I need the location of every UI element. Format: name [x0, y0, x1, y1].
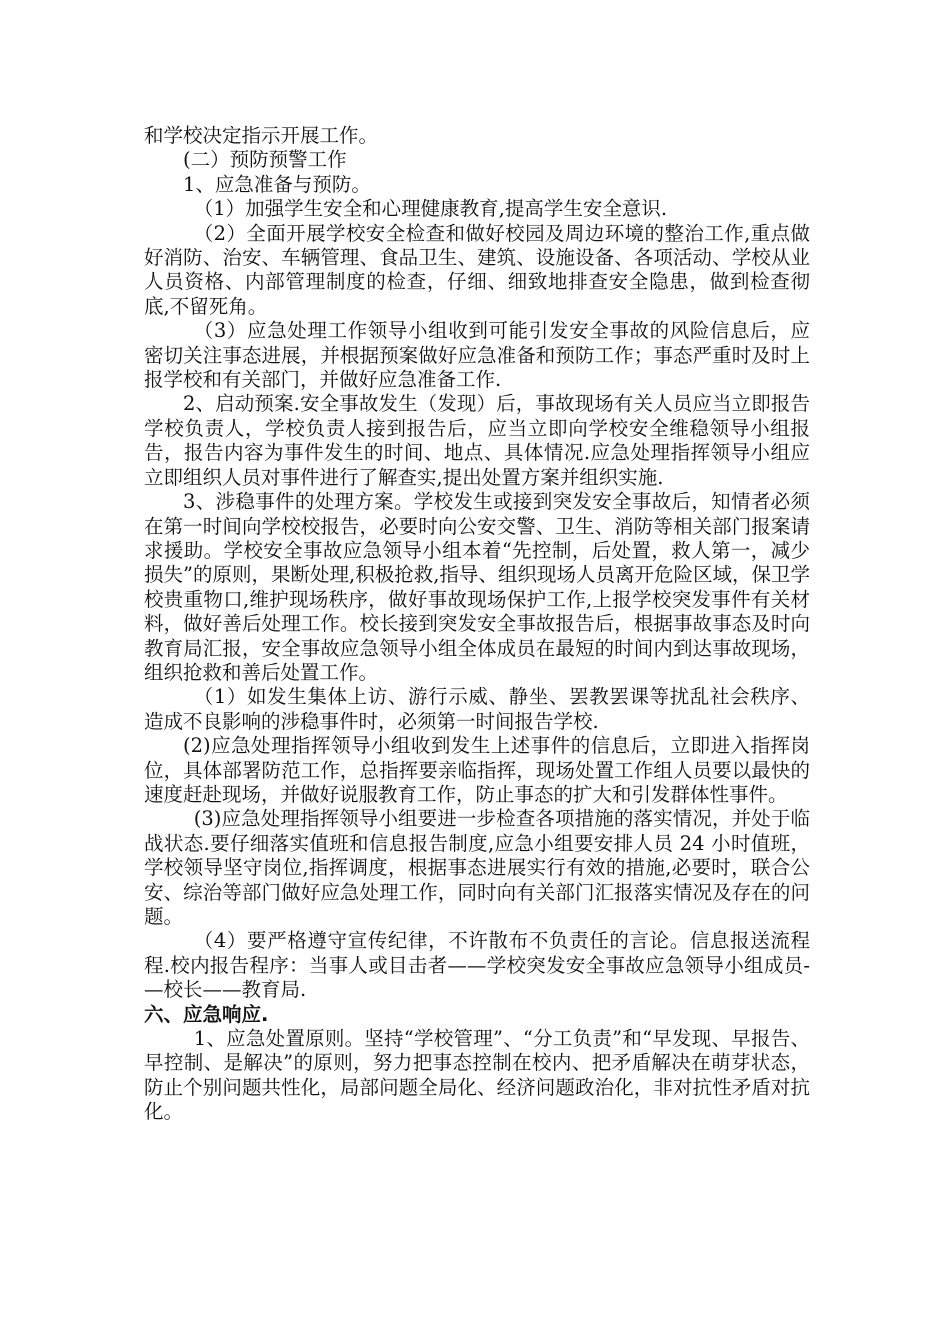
section-subheading-prevention: (二）预防预警工作 [183, 148, 347, 172]
item-heading-emergency-preparation: 1、应急准备与预防。 [183, 172, 371, 196]
paragraph-stability-events: 3、涉稳事件的处理方案。学校发生或接到突发安全事故后，知情者必须在第一时间向学校校报告，必要时向公安交警、卫生、消防等相关部门报案请求援助。学校安全事故应急领导小组本着“先控制，后处置，救人第一，减少损失”的原则，果断处理,积极抢救,指导、组织现场人员离开危险区域，保卫学校贵重物口,维护现场秩序，做好事故现场保护工作,上报学校突发事件有关材料，做好善后处理工作。校长接到突发安全事故报告后，根据事故事态及时向教育局汇报，安全事故应急领导小组全体成员在最短的时间内到达事故现场，组织抢救和善后处置工作。 [144, 490, 810, 684]
section-heading-emergency-response: 六、应急响应. [144, 1002, 269, 1026]
document-body [144, 124, 810, 1125]
paragraph-stability-item-2: (2)应急处理指挥领导小组收到发生上述事件的信息后，立即进入指挥岗位，具体部署防范工作，总指挥要亲临指挥，现场处置工作组人员要以最快的速度赶赴现场，并做好说服教育工作，防止事态的扩大和引发群体性事件。 [144, 734, 810, 806]
paragraph-item-1: （1）加强学生安全和心理健康教育,提高学生安全意识. [193, 197, 668, 221]
paragraph-continuation: 和学校决定指示开展工作。 [144, 124, 379, 147]
paragraph-item-2: （2）全面开展学校安全检查和做好校园及周边环境的整治工作,重点做好消防、治安、车辆管理、食品卫生、建筑、设施设备、各项活动、学校从业人员资格、内部管理制度的检查，仔细、细致地排查安全隐患，做到检查彻底,不留死角。 [144, 221, 810, 318]
paragraph-stability-item-4: （4）要严格遵守宣传纪律，不许散布不负责任的言论。信息报送流程程.校内报告程序：当事人或目击者——学校突发安全事故应急领导小组成员-—校长——教育局. [144, 929, 810, 1002]
paragraph-stability-item-3: (3)应急处理指挥领导小组要进一步检查各项措施的落实情况，并处于临战状态.要仔细落实值班和信息报告制度,应急小组要安排人员 24 小时值班，学校领导坚守岗位,指挥调度，根据事态进展实行有效的措施,必要时，联合公安、综治等部门做好应急处理工作，同时向有关部门汇报落实情况及存在的问题。 [144, 807, 810, 928]
paragraph-response-principle: 1、应急处置原则。坚持“学校管理”、“分工负责”和“早发现、早报告、早控制、是解决”的原则，努力把事态控制在校内、把矛盾解决在萌芽状态，防止个别问题共性化，局部问题全局化、经济问题政治化，非对抗性矛盾对抗化。 [144, 1027, 810, 1124]
paragraph-item-3: （3）应急处理工作领导小组收到可能引发安全事故的风险信息后，应密切关注事态进展，并根据预案做好应急准备和预防工作；事态严重时及时上报学校和有关部门，并做好应急准备工作. [144, 319, 810, 392]
paragraph-stability-item-1: （1）如发生集体上访、游行示威、静坐、罢教罢课等扰乱社会秩序、造成不良影响的涉稳事件时，必须第一时间报告学校. [144, 685, 810, 733]
paragraph-start-plan: 2、启动预案.安全事故发生（发现）后，事故现场有关人员应当立即报告学校负责人，学校负责人接到报告后，应当立即向学校安全维稳领导小组报告，报告内容为事件发生的时间、地点、具体情况.应急处理指挥领导小组应立即组织人员对事件进行了解查实,提出处置方案并组织实施. [144, 392, 810, 489]
